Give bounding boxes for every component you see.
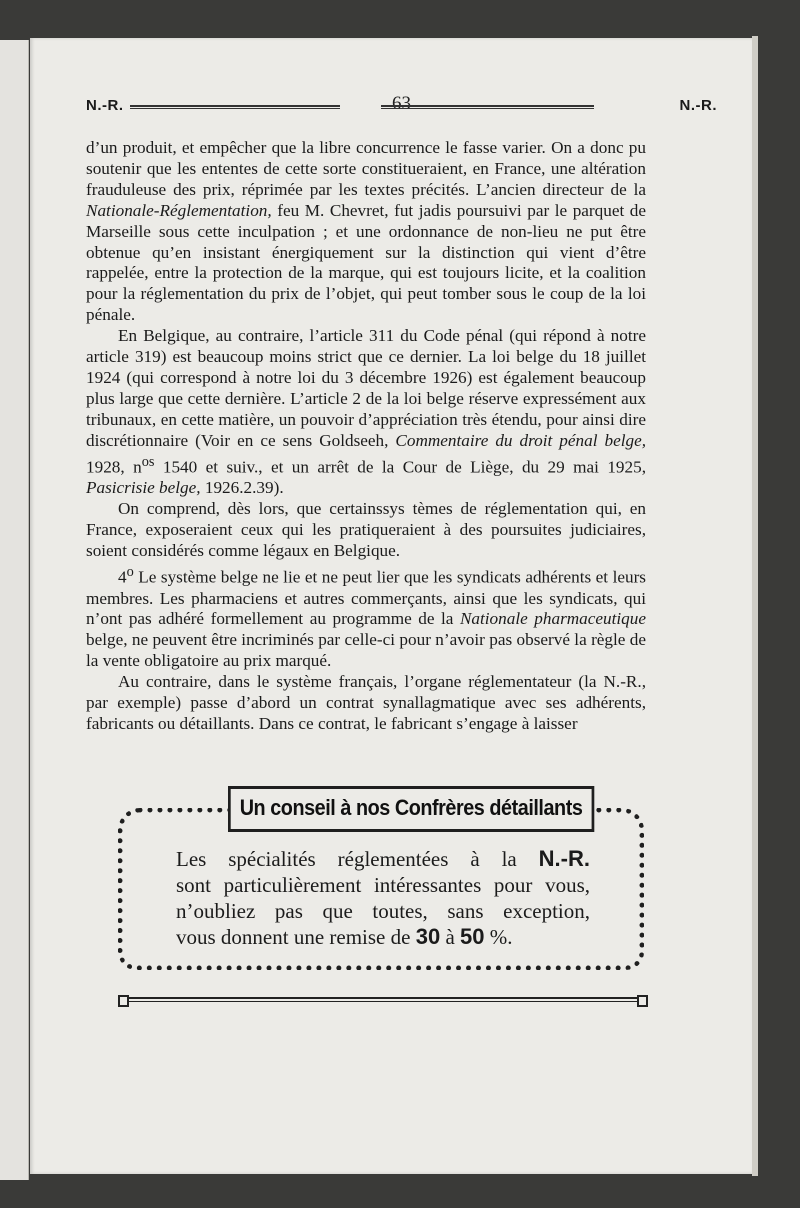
text-run: 1540 et suiv., et un arrêt de la Cour de Liège, du 29 mai 1925, xyxy=(154,457,647,477)
page-number: 63 xyxy=(392,93,411,114)
text-run: belge, ne peuvent être incriminés par celle-ci pour n’avoir pas observé la règle de la vente obligatoire au prix marqué. xyxy=(86,630,646,671)
superscript: o xyxy=(126,563,134,580)
page-stack-edge xyxy=(752,36,758,1176)
advertisement-text xyxy=(176,846,590,950)
discount-min: 30 xyxy=(415,924,441,949)
ad-line-3: n’oubliez pas que toutes, sans exception, xyxy=(176,899,590,923)
advertisement-box xyxy=(118,795,644,970)
rule-end-right xyxy=(637,995,648,1007)
text-run: à xyxy=(440,925,461,949)
bottom-ornamental-rule xyxy=(118,996,648,1004)
italic-title: Commentaire du droit pénal belge, xyxy=(395,430,646,450)
brand-abbreviation: N.-R. xyxy=(538,846,590,871)
percent-sign: %. xyxy=(484,925,513,949)
text-run: feu M. Chevret, fut jadis poursuivi par le parquet de Marseille sous cette inculpation ; et une ordonnance de non-lieu ne put être obtenue qu’en insistant énergiquement sur la distinction qui vient d’être rappelée, entre la protection de la marque, qui est toujours licite, et la coalition pour la réglementation du prix de l’objet, qui peut tomber sous le coup de la loi pénale. xyxy=(86,200,646,325)
running-header xyxy=(86,95,717,115)
text-run: 1928, n xyxy=(86,457,142,477)
rule-end-left xyxy=(118,995,129,1007)
text-run: 4 xyxy=(118,567,127,587)
ad-line-2: sont particulièrement intéressantes pour vous, xyxy=(176,873,590,897)
italic-title: Pasicrisie belge, xyxy=(86,478,201,498)
paragraph-1 xyxy=(86,138,646,326)
header-left-title: N.-R. xyxy=(86,97,124,114)
advertisement-title: Un conseil à nos Confrères détaillants xyxy=(228,786,594,832)
text-run: d’un produit, et empêcher que la libre concurrence le fasse varier. On a donc pu soutenir que les ententes de cette sorte constitueraient, en France, une altération frauduleuse des prix, réprimée par les textes précités. L’ancien directeur de la xyxy=(86,138,646,199)
body-text xyxy=(86,138,646,735)
discount-max: 50 xyxy=(460,924,485,949)
paragraph-3: On comprend, dès lors, que certainssys tèmes de réglementation qui, en France, exposeraient ceux qui les pratiqueraient à des poursuites judiciaires, soient considérés comme légaux en Belgique. xyxy=(86,499,646,560)
paragraph-4 xyxy=(86,562,646,672)
ad-line-1 xyxy=(176,846,590,872)
text-run: Les spécialités réglementées à la xyxy=(176,847,539,871)
italic-title: Nationale pharmaceutique xyxy=(459,609,646,629)
facing-page-edge xyxy=(0,40,29,1180)
paragraph-5: Au contraire, dans le système français, l’organe réglementateur (la N.-R., par exemple) passe d’abord un contrat synallagmatique avec ses adhérents, fabricants ou détaillants. Dans ce contrat, le fabricant s’engage à laisser xyxy=(86,672,646,733)
header-right-title: N.-R. xyxy=(679,97,717,114)
superscript: os xyxy=(141,453,155,470)
rule-line xyxy=(124,997,642,1002)
text-run: En Belgique, au contraire, l’article 311 du Code pénal (qui répond à notre article 319) est beaucoup moins strict que ce dernier. La loi belge du 18 juillet 1924 (qui correspond à notre loi du 3 décembre 1926) est également beaucoup plus large que cette dernière. L’article 2 de la loi belge réserve expressément aux tribunaux, en cette matière, un pouvoir d’appréciation très étendu, pour ainsi dire discrétionnaire (Voir en ce sens Goldseeh, xyxy=(86,326,646,450)
header-rule-right xyxy=(381,105,594,109)
text-run: 1926.2.39). xyxy=(200,478,284,498)
paragraph-2 xyxy=(86,326,646,499)
ad-line-4 xyxy=(176,924,590,950)
text-run: Le système belge ne lie et ne peut lier que les syndicats adhérents et leurs membres. Les pharmaciens et autres commerçants, ainsi que les syndicats, qui n’ont pas adhéré formellement au programme de la xyxy=(86,567,646,629)
italic-title: Nationale-Réglementation, xyxy=(86,200,272,220)
text-run: vous donnent une remise de xyxy=(176,925,416,949)
